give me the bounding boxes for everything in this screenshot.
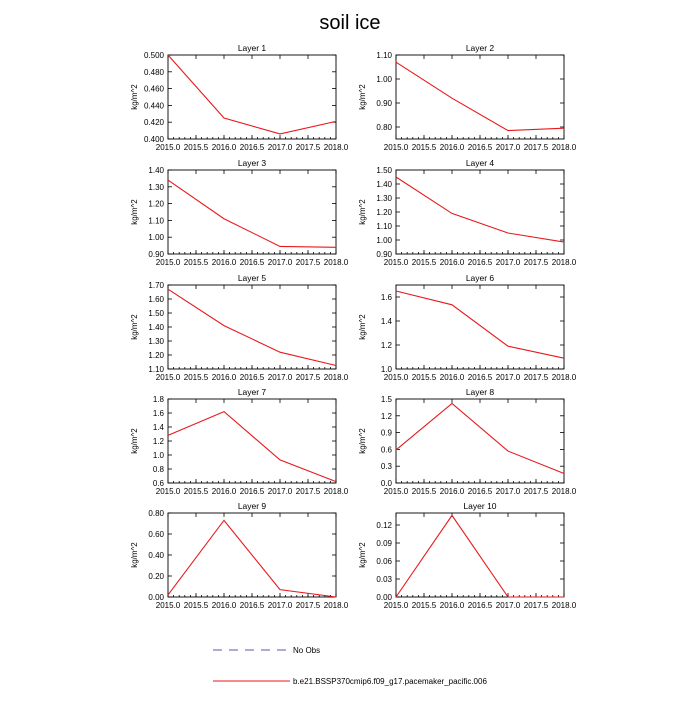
plot-frame	[396, 170, 564, 254]
x-tick-label: 2017.5	[295, 601, 321, 610]
x-tick-label: 2018.0	[323, 487, 349, 496]
y-tick-label: 0.20	[148, 572, 164, 581]
panel-title: Layer 2	[465, 43, 495, 53]
x-tick-label: 2018.0	[323, 258, 349, 267]
y-tick-label: 1.6	[152, 409, 164, 418]
panel-layer-9	[130, 501, 349, 610]
y-tick-label: 0.500	[143, 51, 164, 60]
x-tick-label: 2015.0	[383, 601, 409, 610]
x-tick-label: 2017.5	[295, 373, 321, 382]
x-tick-label: 2017.5	[295, 487, 321, 496]
y-tick-label: 0.0	[380, 479, 392, 488]
plot-frame	[396, 55, 564, 139]
x-tick-label: 2017.0	[495, 487, 521, 496]
x-tick-label: 2015.5	[411, 487, 437, 496]
y-tick-label: 0.80	[148, 509, 164, 518]
y-tick-label: 1.20	[376, 208, 392, 217]
x-tick-label: 2016.0	[439, 487, 465, 496]
series-line-1	[396, 515, 564, 597]
x-tick-label: 2017.5	[523, 143, 549, 152]
y-tick-label: 1.00	[376, 236, 392, 245]
x-tick-label: 2017.0	[267, 258, 293, 267]
y-tick-label: 0.440	[143, 101, 164, 111]
legend-series-label: b.e21.BSSP370cmip6.f09_g17.pacemaker_pacific.006	[293, 677, 487, 686]
panel-title: Layer 8	[465, 387, 495, 397]
x-tick-label: 2018.0	[551, 601, 577, 610]
x-tick-label: 2015.0	[155, 143, 181, 152]
panel-layer-10	[358, 501, 577, 610]
x-tick-label: 2018.0	[323, 601, 349, 610]
x-tick-label: 2017.5	[523, 487, 549, 496]
panel-title: Layer 9	[237, 501, 267, 511]
x-tick-label: 2018.0	[551, 487, 577, 496]
y-tick-label: 1.40	[376, 180, 392, 189]
x-tick-label: 2016.5	[467, 258, 493, 267]
x-tick-label: 2015.5	[411, 373, 437, 382]
y-tick-label: 1.30	[148, 182, 164, 192]
legend	[213, 646, 487, 686]
x-tick-label: 2018.0	[551, 373, 577, 382]
y-tick-label: 0.400	[143, 135, 164, 144]
y-tick-label: 0.3	[380, 462, 392, 472]
y-tick-label: 1.60	[148, 295, 164, 304]
y-axis-label: kg/m^2	[130, 542, 139, 568]
y-axis-label: kg/m^2	[130, 314, 139, 340]
panel-title: Layer 1	[237, 43, 267, 53]
series-line-1	[396, 291, 564, 358]
panel-title: Layer 5	[237, 273, 267, 283]
y-tick-label: 1.4	[380, 317, 392, 326]
x-tick-label: 2018.0	[551, 143, 577, 152]
x-tick-label: 2015.5	[411, 258, 437, 267]
x-tick-label: 2015.0	[155, 487, 181, 496]
y-tick-label: 1.0	[152, 451, 164, 460]
y-tick-label: 1.10	[376, 222, 392, 231]
x-tick-label: 2016.5	[467, 601, 493, 610]
panel-title: Layer 6	[465, 273, 495, 283]
y-tick-label: 0.9	[380, 428, 392, 438]
x-tick-label: 2016.0	[211, 373, 237, 382]
y-tick-label: 1.70	[148, 281, 164, 290]
panel-title: Layer 7	[237, 387, 267, 397]
x-tick-label: 2015.5	[183, 373, 209, 382]
x-tick-label: 2017.0	[267, 373, 293, 382]
x-tick-label: 2017.0	[267, 487, 293, 496]
series-line-1	[168, 412, 336, 482]
y-tick-label: 1.20	[148, 199, 164, 209]
y-axis-label: kg/m^2	[358, 428, 367, 454]
y-tick-label: 1.8	[152, 395, 164, 404]
y-tick-label: 1.2	[380, 411, 392, 421]
y-tick-label: 1.5	[380, 395, 392, 404]
y-tick-label: 0.40	[148, 551, 164, 560]
y-axis-label: kg/m^2	[358, 84, 367, 110]
x-tick-label: 2016.5	[239, 143, 265, 152]
x-tick-label: 2016.0	[211, 601, 237, 610]
y-tick-label: 1.40	[148, 166, 164, 175]
y-tick-label: 0.12	[376, 521, 392, 530]
y-tick-label: 1.10	[148, 365, 164, 374]
x-tick-label: 2016.5	[467, 373, 493, 382]
panel-layer-3	[130, 158, 349, 267]
y-tick-label: 1.50	[376, 166, 392, 175]
plot-frame	[168, 399, 336, 483]
x-tick-label: 2016.5	[239, 601, 265, 610]
series-line-1	[396, 403, 564, 473]
x-tick-label: 2017.0	[495, 373, 521, 382]
plot-frame	[396, 399, 564, 483]
x-tick-label: 2017.0	[495, 258, 521, 267]
y-tick-label: 1.2	[152, 437, 164, 446]
y-tick-label: 0.6	[380, 445, 392, 455]
y-tick-label: 0.90	[376, 99, 392, 108]
x-tick-label: 2015.0	[383, 143, 409, 152]
x-tick-label: 2018.0	[323, 143, 349, 152]
x-tick-label: 2015.0	[383, 258, 409, 267]
x-tick-label: 2018.0	[551, 258, 577, 267]
y-tick-label: 0.00	[148, 593, 164, 602]
series-line-1	[396, 62, 564, 130]
x-tick-label: 2017.0	[267, 143, 293, 152]
x-tick-label: 2017.5	[295, 258, 321, 267]
y-tick-label: 0.90	[148, 250, 164, 259]
x-tick-label: 2016.5	[239, 373, 265, 382]
y-axis-label: kg/m^2	[358, 542, 367, 568]
x-tick-label: 2015.0	[383, 487, 409, 496]
legend-no-obs-label: No Obs	[293, 646, 321, 655]
x-tick-label: 2015.5	[183, 601, 209, 610]
y-axis-label: kg/m^2	[130, 199, 139, 225]
x-tick-label: 2015.0	[155, 601, 181, 610]
x-tick-label: 2017.0	[495, 601, 521, 610]
panel-layer-4	[358, 158, 577, 267]
x-tick-label: 2016.0	[211, 143, 237, 152]
y-tick-label: 0.460	[143, 84, 164, 94]
panels	[130, 43, 577, 610]
series-line-1	[168, 520, 336, 597]
plot-frame	[168, 170, 336, 254]
x-tick-label: 2017.0	[267, 601, 293, 610]
y-tick-label: 0.480	[143, 67, 164, 77]
x-tick-label: 2017.5	[523, 258, 549, 267]
series-line-1	[168, 289, 336, 365]
plot-frame	[396, 513, 564, 597]
panel-layer-1	[130, 43, 349, 152]
panel-layer-7	[130, 387, 349, 496]
y-tick-label: 1.4	[152, 423, 164, 432]
y-tick-label: 1.10	[148, 216, 164, 226]
y-tick-label: 0.8	[152, 465, 164, 474]
panel-layer-2	[358, 43, 577, 152]
x-tick-label: 2016.0	[211, 258, 237, 267]
x-tick-label: 2015.0	[383, 373, 409, 382]
y-tick-label: 1.0	[380, 365, 392, 374]
y-tick-label: 1.30	[148, 337, 164, 346]
y-tick-label: 1.2	[380, 341, 392, 350]
y-tick-label: 1.30	[376, 194, 392, 203]
y-tick-label: 0.09	[376, 539, 392, 548]
y-axis-label: kg/m^2	[358, 314, 367, 340]
x-tick-label: 2016.0	[439, 143, 465, 152]
y-tick-label: 0.06	[376, 557, 392, 566]
x-tick-label: 2017.5	[295, 143, 321, 152]
x-tick-label: 2017.5	[523, 601, 549, 610]
x-tick-label: 2015.5	[183, 487, 209, 496]
y-axis-label: kg/m^2	[130, 428, 139, 454]
figure-title: soil ice	[319, 12, 381, 34]
y-axis-label: kg/m^2	[358, 199, 367, 225]
y-tick-label: 1.00	[376, 75, 392, 84]
panel-layer-5	[130, 273, 349, 382]
x-tick-label: 2016.5	[467, 143, 493, 152]
y-tick-label: 0.80	[376, 123, 392, 132]
panel-layer-8	[358, 387, 577, 496]
x-tick-label: 2016.0	[439, 373, 465, 382]
x-tick-label: 2016.0	[211, 487, 237, 496]
x-tick-label: 2016.5	[239, 487, 265, 496]
y-tick-label: 1.6	[380, 293, 392, 302]
panel-title: Layer 3	[237, 158, 267, 168]
x-tick-label: 2016.5	[467, 487, 493, 496]
y-tick-label: 1.40	[148, 323, 164, 332]
y-tick-label: 1.50	[148, 309, 164, 318]
x-tick-label: 2017.0	[495, 143, 521, 152]
y-tick-label: 0.00	[376, 593, 392, 602]
x-tick-label: 2015.5	[411, 143, 437, 152]
x-tick-label: 2017.5	[523, 373, 549, 382]
x-tick-label: 2015.0	[155, 258, 181, 267]
y-axis-label: kg/m^2	[130, 84, 139, 110]
y-tick-label: 0.6	[152, 479, 164, 488]
x-tick-label: 2015.5	[183, 143, 209, 152]
panel-title: Layer 10	[463, 501, 497, 511]
panel-title: Layer 4	[465, 158, 495, 168]
y-tick-label: 1.20	[148, 351, 164, 360]
x-tick-label: 2015.0	[155, 373, 181, 382]
panel-layer-6	[358, 273, 577, 382]
y-tick-label: 1.00	[148, 233, 164, 243]
x-tick-label: 2015.5	[183, 258, 209, 267]
y-tick-label: 0.90	[376, 250, 392, 259]
x-tick-label: 2018.0	[323, 373, 349, 382]
series-line-1	[168, 55, 336, 134]
x-tick-label: 2016.0	[439, 258, 465, 267]
series-line-1	[168, 180, 336, 247]
x-tick-label: 2015.5	[411, 601, 437, 610]
y-tick-label: 0.03	[376, 575, 392, 584]
x-tick-label: 2016.5	[239, 258, 265, 267]
y-tick-label: 0.60	[148, 530, 164, 539]
x-tick-label: 2016.0	[439, 601, 465, 610]
plot-frame	[168, 285, 336, 369]
y-tick-label: 0.420	[143, 118, 164, 128]
series-line-1	[396, 177, 564, 242]
y-tick-label: 1.10	[376, 51, 392, 60]
